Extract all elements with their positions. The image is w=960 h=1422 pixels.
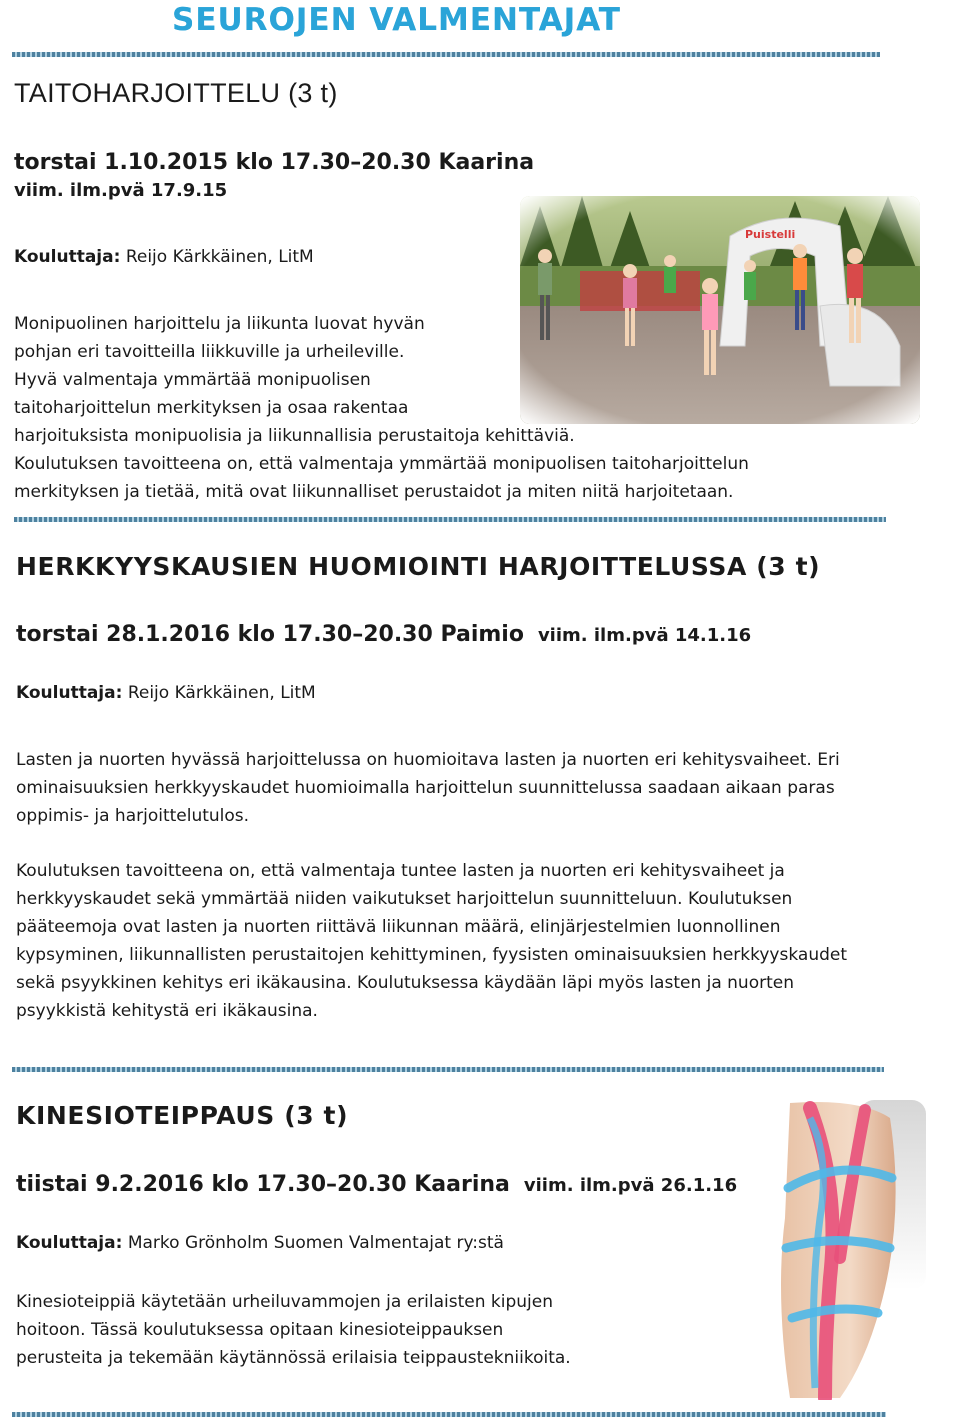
text-line: Monipuolinen harjoittelu ja liikunta luovat hyvän — [14, 314, 425, 334]
course3-trainer — [16, 1233, 504, 1253]
trainer-name: Marko Grönholm Suomen Valmentajat ry:stä — [127, 1233, 504, 1253]
text-line: Koulutuksen tavoitteena on, että valmentaja tuntee lasten ja nuorten eri kehitysvaiheet ja — [16, 861, 785, 881]
text-line: ominaisuuksien herkkyyskaudet huomioimalla harjoittelun suunnittelussa saadaan aikaan paras — [16, 778, 835, 798]
course2-date-line — [16, 622, 751, 647]
course2-paragraph-2 — [16, 857, 946, 1025]
text-line: psyykkistä kehitystä eri ikäkausina. — [16, 1001, 318, 1021]
divider — [12, 52, 880, 57]
divider — [12, 1412, 886, 1417]
kinesiotape-leg-photo — [770, 1098, 930, 1400]
course1-title: TAITOHARJOITTELU (3 t) — [14, 78, 338, 108]
text-line: pohjan eri tavoitteilla liikkuville ja urheileville. — [14, 342, 405, 362]
text-line: perusteita ja tekemään käytännössä erilaisia teippaustekniikoita. — [16, 1348, 571, 1368]
page-banner: SEUROJEN VALMENTAJAT — [172, 2, 621, 38]
text-line: sekä psyykkinen kehitys eri ikäkausina. Koulutuksessa käydään läpi myös lasten ja nuorten — [16, 973, 794, 993]
trainer-label: Kouluttaja: — [14, 247, 121, 267]
text-line: Koulutuksen tavoitteena on, että valmentaja ymmärtää monipuolisen taitoharjoittelun — [14, 454, 749, 474]
course2-date: torstai 28.1.2016 klo 17.30–20.30 Paimio — [16, 622, 524, 647]
text-line: kypsyminen, liikunnallisten perustaitojen kehittyminen, fyysisten ominaisuuksien herkkyyskaudet — [16, 945, 848, 965]
text-line: taitoharjoittelun merkityksen ja osaa rakentaa — [14, 398, 409, 418]
trainer-name: Reijo Kärkkäinen, LitM — [125, 247, 314, 267]
course1-date: torstai 1.10.2015 klo 17.30–20.30 Kaarina — [14, 150, 535, 175]
course1-description — [14, 310, 934, 506]
divider — [14, 517, 886, 522]
text-line: pääteemoja ovat lasten ja nuorten riittävä liikunnan määrä, elinjärjestelmien luonnollinen — [16, 917, 781, 937]
text-line: Hyvä valmentaja ymmärtää monipuolisen — [14, 370, 371, 390]
photo-illustration — [770, 1098, 930, 1400]
text-line: herkkyyskaudet sekä ymmärtää niiden vaikutukset harjoittelun suunnitteluun. Koulutuksen — [16, 889, 793, 909]
text-line: Kinesioteippiä käytetään urheiluvammojen ja erilaisten kipujen — [16, 1292, 553, 1312]
text-line: harjoituksista monipuolisia ja liikunnallisia perustaitoja kehittäviä. — [14, 426, 575, 446]
course3-date: tiistai 9.2.2016 klo 17.30–20.30 Kaarina — [16, 1172, 510, 1197]
trainer-name: Reijo Kärkkäinen, LitM — [127, 683, 316, 703]
course2-trainer — [16, 683, 316, 703]
text-line: merkityksen ja tietää, mitä ovat liikunnalliset perustaidot ja miten niitä harjoitetaan. — [14, 482, 734, 502]
course1-deadline: viim. ilm.pvä 17.9.15 — [14, 180, 228, 201]
course2-deadline: viim. ilm.pvä 14.1.16 — [537, 625, 752, 646]
course3-title: KINESIOTEIPPAUS (3 t) — [16, 1101, 349, 1130]
text-line: hoitoon. Tässä koulutuksessa opitaan kinesioteippauksen — [16, 1320, 504, 1340]
course3-date-line — [16, 1172, 737, 1197]
course2-title: HERKKYYSKAUSIEN HUOMIOINTI HARJOITTELUSSA (3 t) — [16, 552, 821, 581]
course3-deadline: viim. ilm.pvä 26.1.16 — [523, 1175, 738, 1196]
trainer-label: Kouluttaja: — [16, 683, 123, 703]
text-line: Lasten ja nuorten hyvässä harjoittelussa on huomioitava lasten ja nuorten eri kehitysvaiheet. Eri — [16, 750, 840, 770]
course1-trainer — [14, 247, 314, 267]
divider — [12, 1067, 884, 1072]
trainer-label: Kouluttaja: — [16, 1233, 123, 1253]
text-line: oppimis- ja harjoittelutulos. — [16, 806, 250, 826]
course2-paragraph-1 — [16, 746, 946, 830]
course3-description — [16, 1288, 656, 1372]
